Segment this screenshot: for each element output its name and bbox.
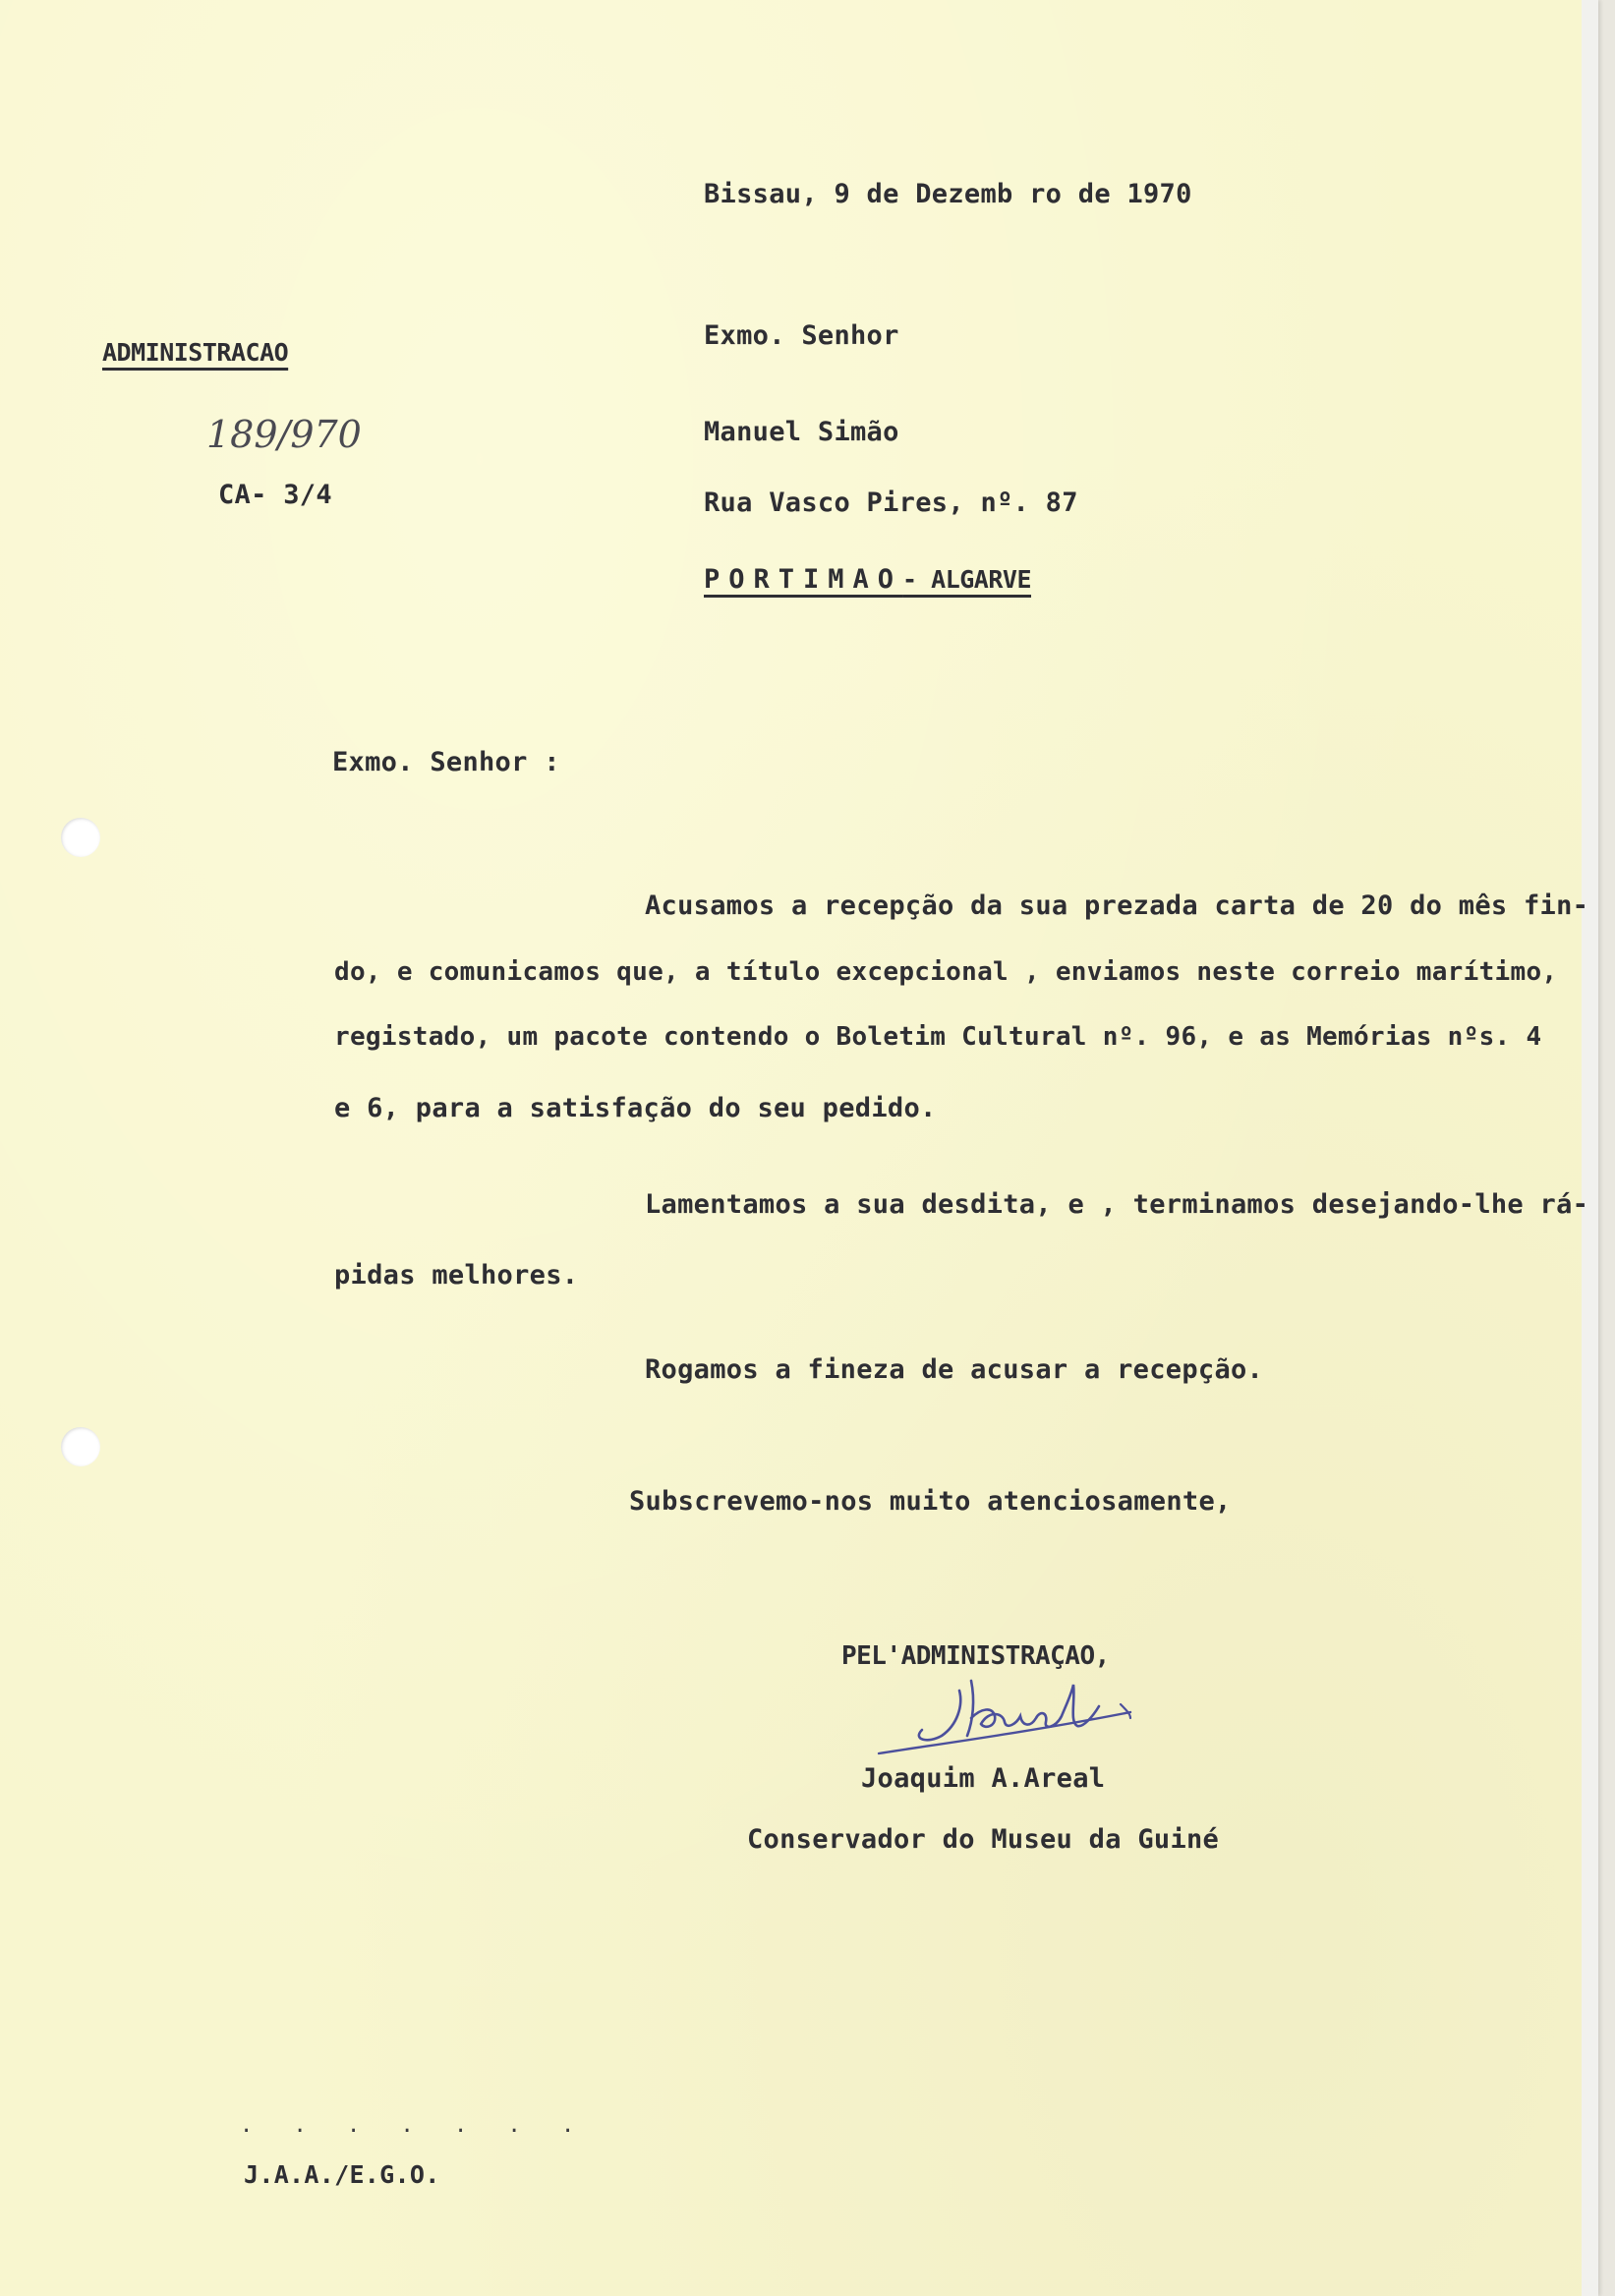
paragraph1-line1: Acusamos a recepção da sua prezada carta de 20 do mês fin- xyxy=(645,890,1589,921)
paragraph3: Rogamos a fineza de acusar a recepção. xyxy=(645,1354,1264,1385)
greeting: Exmo. Senhor : xyxy=(332,747,560,777)
punch-hole-bottom xyxy=(61,1427,100,1466)
footer-initials: J.A.A./E.G.O. xyxy=(244,2160,440,2189)
handwritten-signature xyxy=(873,1671,1148,1759)
paragraph1-line3: registado, um pacote contendo o Boletim Cultural nº. 96, e as Memórias nºs. 4 xyxy=(334,1022,1542,1052)
recipient-city-name: PORTIMAO xyxy=(704,564,903,595)
recipient-region: - ALGARVE xyxy=(902,565,1032,594)
punch-hole-top xyxy=(61,818,100,857)
closing: Subscrevemo-nos muito atenciosamente, xyxy=(629,1486,1232,1517)
signer-name: Joaquim A.Areal xyxy=(861,1763,1106,1794)
recipient-city xyxy=(704,564,1031,595)
recipient-salutation: Exmo. Senhor xyxy=(704,320,899,351)
department-label: ADMINISTRACAO xyxy=(102,338,289,367)
reference-code: CA- 3/4 xyxy=(218,480,332,510)
paragraph1-line4: e 6, para a satisfação do seu pedido. xyxy=(334,1093,937,1123)
paragraph1-line2: do, e comunicamos que, a título excepcional , enviamos neste correio marítimo, xyxy=(334,957,1558,987)
reference-number: 189/970 xyxy=(206,413,362,456)
paragraph2-line1: Lamentamos a sua desdita, e , terminamos desejando-lhe rá- xyxy=(645,1189,1589,1220)
signer-title: Conservador do Museu da Guiné xyxy=(747,1824,1220,1855)
paragraph2-line2: pidas melhores. xyxy=(334,1260,579,1291)
signature-on-behalf: PEL'ADMINISTRAÇAO, xyxy=(841,1641,1110,1671)
recipient-name: Manuel Simão xyxy=(704,417,899,447)
recipient-street: Rua Vasco Pires, nº. 87 xyxy=(704,488,1078,518)
place-date: Bissau, 9 de Dezemb ro de 1970 xyxy=(704,179,1192,209)
page-edge xyxy=(1582,0,1598,2296)
footer-dots: . . . . . . . xyxy=(240,2113,589,2138)
